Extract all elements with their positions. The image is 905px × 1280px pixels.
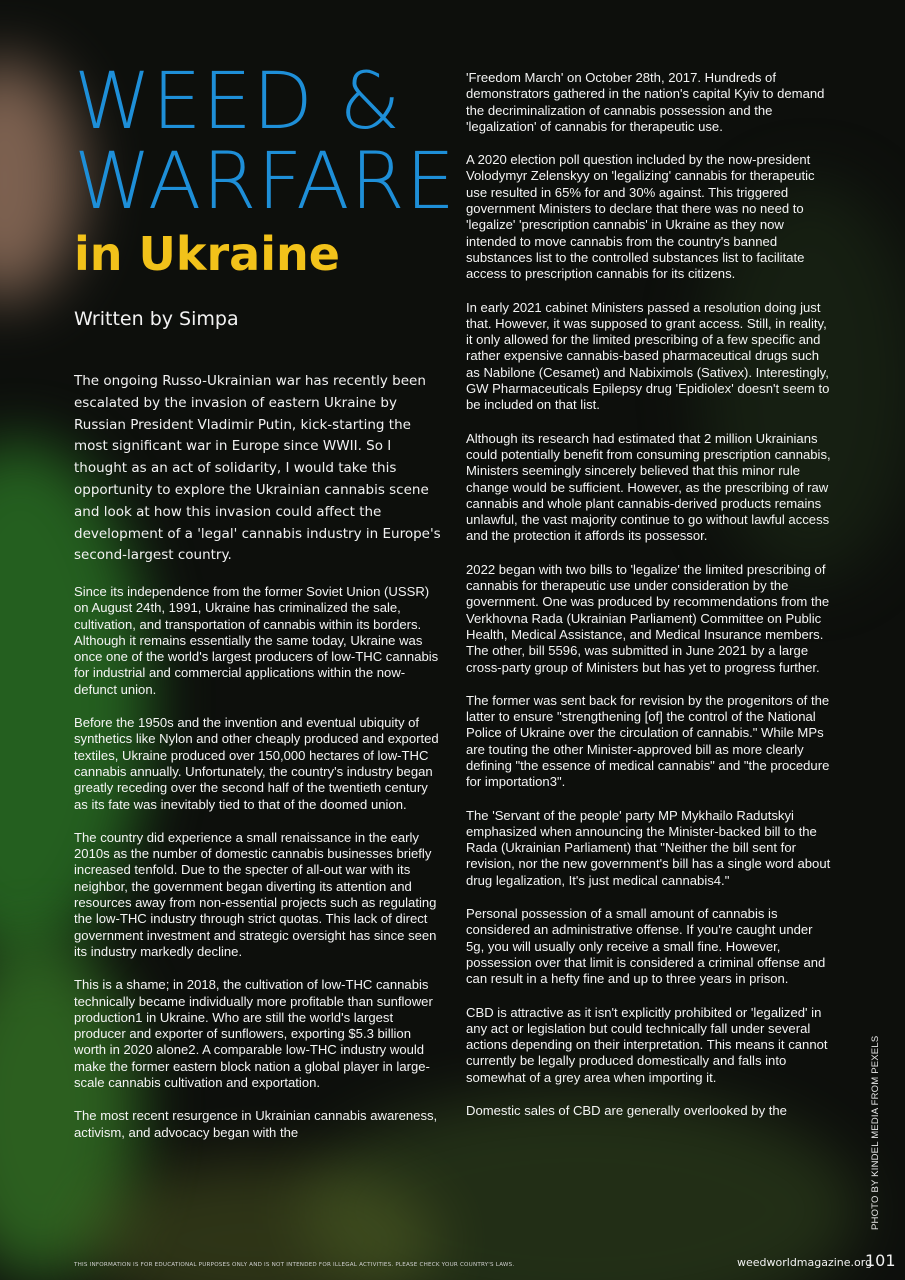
right-column	[466, 70, 834, 1136]
body-paragraph: In early 2021 cabinet Ministers passed a resolution doing just that. However, it was supposed to grant access. Still, in reality, it only allowed for the limited prescribing of a few specific and rather expensive cannabis-based pharmaceutical drugs such as Nabilone (Cesamet) and Nabiximols (Sativex). Interestingly, GW Pharmaceuticals Epilepsy drug 'Epidiolex' doesn't seem to be included on that list.	[466, 299, 830, 413]
body-paragraph: CBD is attractive as it isn't explicitly prohibited or 'legalized' in any act or legislation but could technically fall under several actions depending on their interpretation. This means it cannot currently be legally produced domestically and falls into somewhat of a grey area when importing it.	[466, 1004, 828, 1085]
body-paragraph: A 2020 election poll question included by the now-president Volodymyr Zelenskyy on 'legalizing' cannabis for therapeutic use resulted in 65% for and 30% against. This triggered government Ministers to declare that there was no need to 'legalize' 'prescription cannabis' in Ukraine as they now intended to move cannabis from the country's banned substances list to the controlled substances list to facilitate access to prescription cannabis for its citizens.	[466, 152, 815, 282]
body-paragraph: The former was sent back for revision by the progenitors of the latter to ensure "strengthening [of] the control of the National Police of Ukraine over the circulation of cannabis." While MPs are touting the other Minister-approved bill as more clearly defining "the essence of medical cannabis" and "the procedure for importation3".	[466, 692, 830, 790]
photo-credit: PHOTO BY KINDEL MEDIA FROM PEXELS	[870, 1035, 881, 1230]
body-paragraph: Domestic sales of CBD are generally overlooked by the	[466, 1103, 787, 1119]
body-paragraph: Since its independence from the former Soviet Union (USSR) on August 24th, 1991, Ukraine has criminalized the sale, cultivation, and transportation of cannabis within its borders. Although it remains essentially the same today, Ukraine was once one of the world's largest producers of low-THC cannabis for industrial and commercial applications within the now-defunct union.	[74, 584, 439, 697]
left-column	[74, 584, 440, 1158]
body-paragraph: 2022 began with two bills to 'legalize' the limited prescribing of cannabis for therapeutic use under consideration by the government. One was produced by recommendations from the Verkhovna Rada (Ukrainian Parliament) Committee on Public Health, Medical Assistance, and Medical Insurance members. The other, bill 5596, was submitted in June 2021 by a large cross-party group of Ministers but has yet to progress further.	[466, 561, 830, 675]
body-paragraph: Before the 1950s and the invention and eventual ubiquity of synthetics like Nylon and other cheaply produced and exported textiles, Ukraine produced over 150,000 hectares of low-THC cannabis annually. Unfortunately, the country's industry began greatly receding over the second half of the twentieth century as its fate was inevitably tied to that of the doomed union.	[74, 715, 439, 812]
body-paragraph: The 'Servant of the people' party MP Mykhailo Radutskyi emphasized when announcing the Minister-backed bill to the Rada (Ukrainian Parliament) that "Neither the bill sent for revision, nor the new government's bill has a single word about drug legalization, It's just medical cannabis4."	[466, 807, 831, 888]
byline: Written by Simpa	[74, 308, 239, 330]
headline-line-1: WEED &	[74, 57, 402, 147]
intro-paragraph: The ongoing Russo-Ukrainian war has recently been escalated by the invasion of eastern Ukraine by Russian President Vladimir Putin, kick-starting the most significant war in Europe since WWII. So I thought as an act of solidarity, I would take this opportunity to explore the Ukrainian cannabis scene and look at how this invasion could affect the development of a 'legal' cannabis industry in Europe's second-largest country.	[74, 373, 441, 564]
headline-line-2: WARFARE	[74, 137, 456, 227]
body-paragraph: 'Freedom March' on October 28th, 2017. Hundreds of demonstrators gathered in the nation's capital Kyiv to demand the decriminalization of cannabis possession and the 'legalization' of cannabis for therapeutic use.	[466, 70, 825, 134]
headline-subtitle: in Ukraine	[74, 227, 340, 281]
body-paragraph: The country did experience a small renaissance in the early 2010s as the number of domestic cannabis businesses briefly increased tenfold. Due to the specter of all-out war with its neighbor, the government began diverting its attention and resources away from non-essential projects such as regulating the low-THC industry through strict quotas. This lack of direct government investment and strategic oversight has since seen its industry markedly decline.	[74, 829, 437, 959]
body-paragraph: Although its research had estimated that 2 million Ukrainians could potentially benefit from consuming prescription cannabis, Ministers seemingly sincerely believed that this minor rule change would be sufficient. However, as the prescribing of raw cannabis and whole plant cannabis-derived products remains unlawful, the vast majority continue to go without lawful access and the protection it affords its possessor.	[466, 430, 831, 544]
footer-website-link[interactable]: weedworldmagazine.org	[737, 1256, 873, 1269]
blurred-hand-shape	[0, 60, 80, 300]
body-paragraph: The most recent resurgence in Ukrainian cannabis awareness, activism, and advocacy began with the	[74, 1108, 438, 1140]
body-paragraph: Personal possession of a small amount of cannabis is considered an administrative offense. If you're caught under 5g, you will usually only receive a small fine. However, possession over that limit is considered a criminal offense and can result in a hefty fine and up to three years in prison.	[466, 906, 826, 987]
footer-disclaimer: THIS INFORMATION IS FOR EDUCATIONAL PURPOSES ONLY AND IS NOT INTENDED FOR ILLEGAL ACTIVITIES. PLEASE CHECK YOUR COUNTRY'S LAWS.	[74, 1262, 515, 1268]
page-number: 101	[865, 1251, 896, 1270]
body-paragraph: This is a shame; in 2018, the cultivation of low-THC cannabis technically became individually more profitable than sunflower production1 in Ukraine. Who are still the world's largest producer and exporter of sunflowers, exporting $5.3 billion worth in 2020 alone2. A comparable low-THC industry would make the former eastern block nation a global player in large-scale cannabis cultivation and exportation.	[74, 977, 433, 1091]
